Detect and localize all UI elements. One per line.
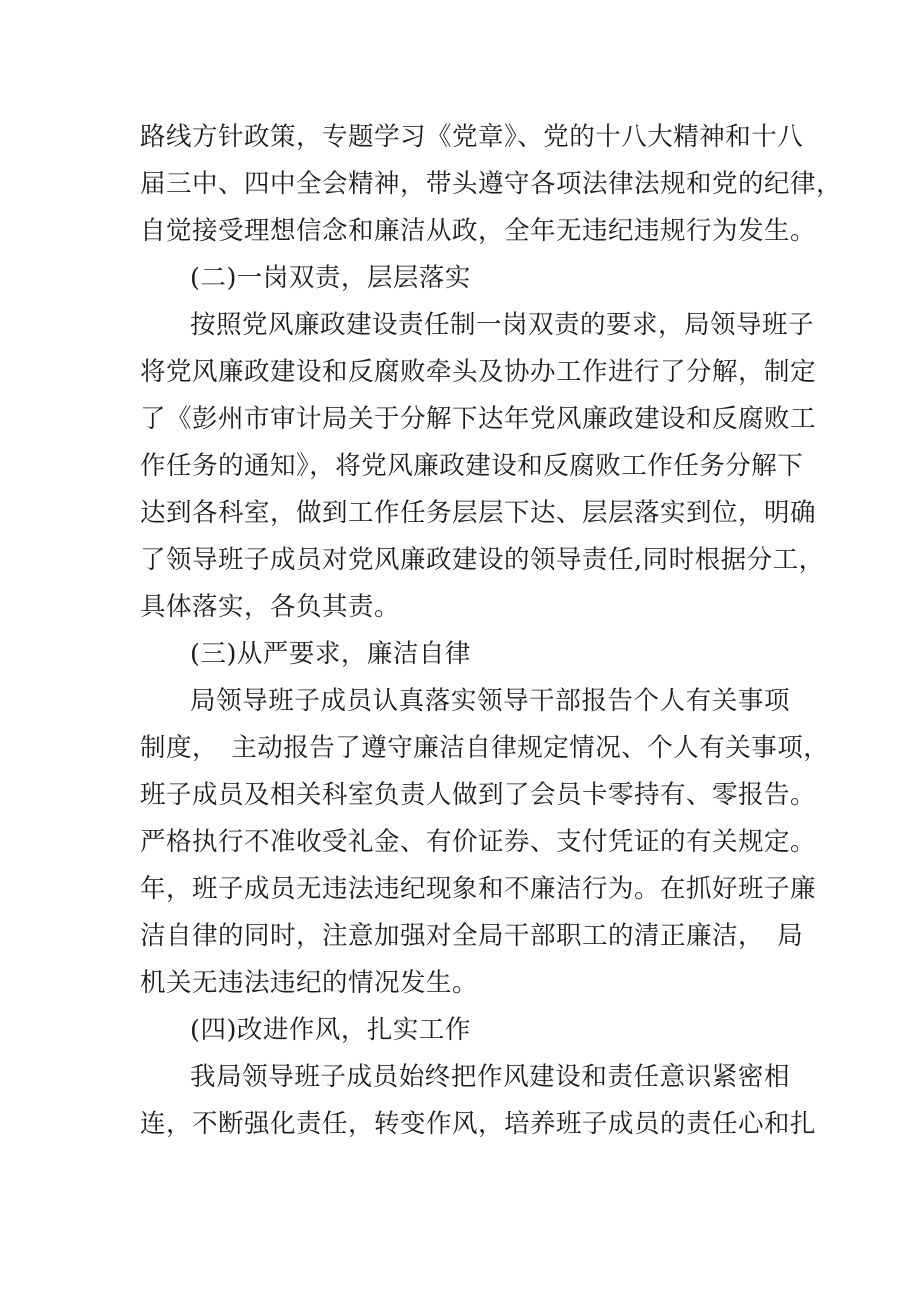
text-line: 班子成员及相关科室负责人做到了会员卡零持有、零报告。 xyxy=(140,780,817,810)
text-line: 局领导班子成员认真落实领导干部报告个人有关事项 xyxy=(190,686,790,716)
text-line: 机关无违法违纪的情况发生。 xyxy=(140,968,479,998)
text-line: 年，班子成员无违法违纪现象和不廉洁行为。在抓好班子廉 xyxy=(140,874,817,904)
text-line: 具体落实，各负其责。 xyxy=(140,592,401,622)
document-body xyxy=(140,114,843,1148)
text-line: (三)从严要求，廉洁自律 xyxy=(190,639,471,669)
text-line: 按照党风廉政建设责任制一岗双责的要求，局领导班子 xyxy=(190,310,815,340)
text-line: 作任务的通知》，将党风廉政建设和反腐败工作任务分解下 xyxy=(140,451,804,481)
text-line: 将党风廉政建设和反腐败牵头及协办工作进行了分解，制定 xyxy=(140,357,817,387)
text-line: 了《彭州市审计局关于分解下达年党风廉政建设和反腐败工 xyxy=(140,404,817,434)
text-line: 我局领导班子成员始终把作风建设和责任意识紧密相 xyxy=(190,1062,790,1092)
text-line: 达到各科室，做到工作任务层层下达、层层落实到位，明确 xyxy=(140,498,817,528)
text-line: 路线方针政策，专题学习《党章》、党的十八大精神和十八 xyxy=(140,122,804,152)
text-line: 了领导班子成员对党风廉政建设的领导责任,同时根据分工， xyxy=(140,545,825,575)
text-line: 洁自律的同时，注意加强对全局干部职工的清正廉洁， 局 xyxy=(140,921,804,951)
text-line: (四)改进作风，扎实工作 xyxy=(190,1015,471,1045)
text-line: 制度， 主动报告了遵守廉洁自律规定情况、个人有关事项， xyxy=(140,733,830,763)
text-line: 严格执行不准收受礼金、有价证券、支付凭证的有关规定。 xyxy=(140,827,817,857)
text-line: 连，不断强化责任，转变作风，培养班子成员的责任心和扎 xyxy=(140,1109,817,1139)
text-line: 届三中、四中全会精神，带头遵守各项法律法规和党的纪律， xyxy=(140,169,843,199)
text-line: 自觉接受理想信念和廉洁从政，全年无违纪违规行为发生。 xyxy=(140,216,817,246)
text-line: (二)一岗双责，层层落实 xyxy=(190,263,471,293)
